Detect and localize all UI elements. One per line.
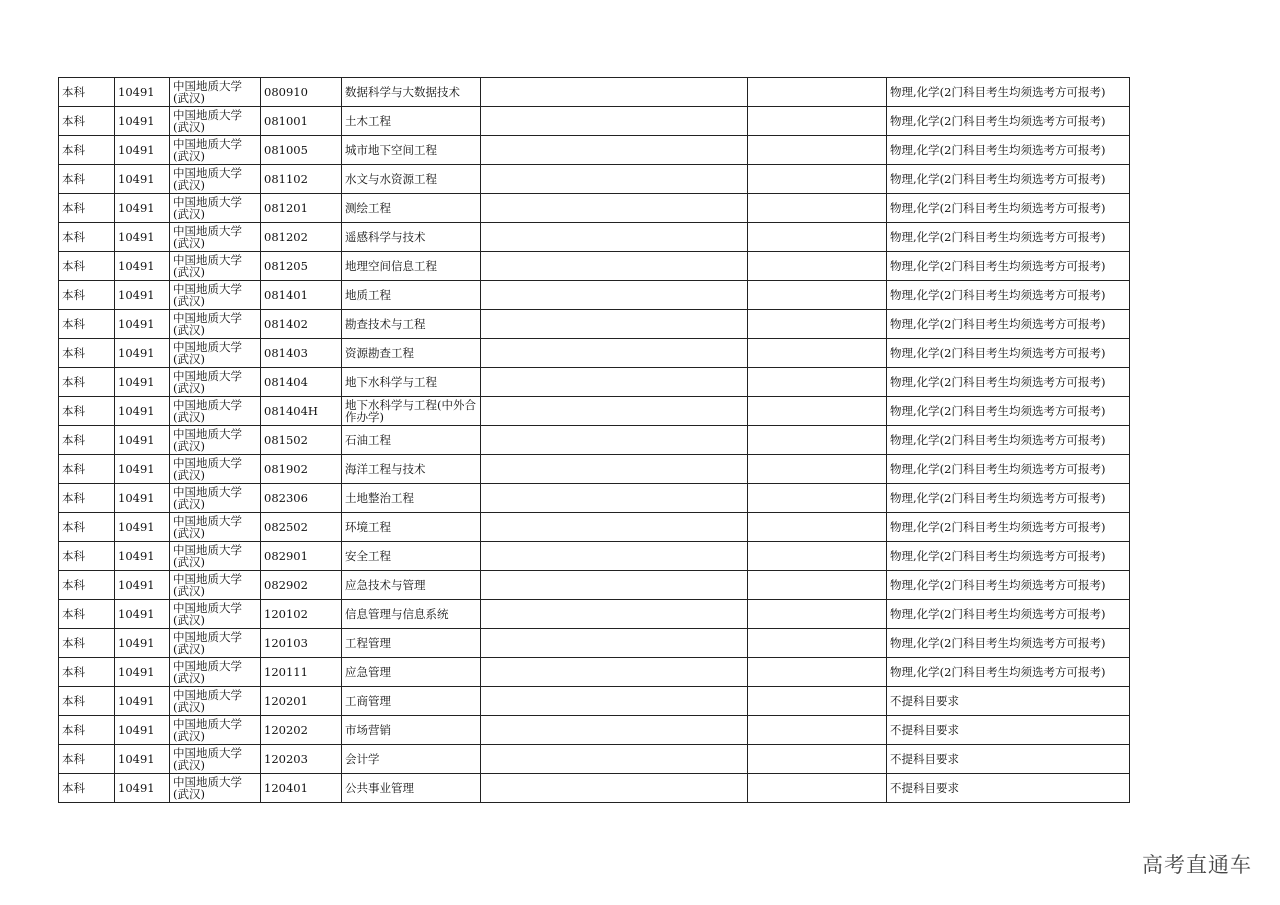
major-code-cell: 081401 [261, 281, 342, 310]
blank-cell-2 [748, 368, 887, 397]
subject-requirement-cell: 物理,化学(2门科目考生均须选考方可报考) [887, 658, 1130, 687]
subject-requirement-cell: 物理,化学(2门科目考生均须选考方可报考) [887, 339, 1130, 368]
school-name-cell: 中国地质大学(武汉) [170, 397, 261, 426]
table-row [59, 165, 1130, 194]
major-code-cell: 081403 [261, 339, 342, 368]
school-code-cell: 10491 [115, 281, 170, 310]
table-row [59, 426, 1130, 455]
blank-cell-2 [748, 484, 887, 513]
school-code-cell: 10491 [115, 397, 170, 426]
table-row [59, 107, 1130, 136]
subject-requirement-cell: 物理,化学(2门科目考生均须选考方可报考) [887, 252, 1130, 281]
school-name-cell: 中国地质大学(武汉) [170, 252, 261, 281]
school-code-cell: 10491 [115, 339, 170, 368]
major-code-cell: 082306 [261, 484, 342, 513]
major-name-cell: 数据科学与大数据技术 [342, 78, 481, 107]
level-cell: 本科 [59, 484, 115, 513]
school-name-cell: 中国地质大学(武汉) [170, 107, 261, 136]
school-name-cell: 中国地质大学(武汉) [170, 165, 261, 194]
table-row [59, 194, 1130, 223]
major-name-cell: 信息管理与信息系统 [342, 600, 481, 629]
subject-requirement-cell: 物理,化学(2门科目考生均须选考方可报考) [887, 165, 1130, 194]
table-row [59, 252, 1130, 281]
school-name-cell: 中国地质大学(武汉) [170, 484, 261, 513]
blank-cell [481, 571, 748, 600]
major-name-cell: 市场营销 [342, 716, 481, 745]
major-code-cell: 082502 [261, 513, 342, 542]
subject-requirement-cell: 不提科目要求 [887, 774, 1130, 803]
school-code-cell: 10491 [115, 716, 170, 745]
major-name-cell: 资源勘查工程 [342, 339, 481, 368]
blank-cell [481, 397, 748, 426]
table-row [59, 136, 1130, 165]
blank-cell [481, 78, 748, 107]
school-code-cell: 10491 [115, 165, 170, 194]
school-name-cell: 中国地质大学(武汉) [170, 339, 261, 368]
major-name-cell: 土地整治工程 [342, 484, 481, 513]
major-name-cell: 石油工程 [342, 426, 481, 455]
table-row [59, 223, 1130, 252]
blank-cell-2 [748, 194, 887, 223]
table-row [59, 774, 1130, 803]
school-code-cell: 10491 [115, 542, 170, 571]
school-code-cell: 10491 [115, 310, 170, 339]
level-cell: 本科 [59, 629, 115, 658]
blank-cell [481, 281, 748, 310]
major-code-cell: 082902 [261, 571, 342, 600]
major-name-cell: 城市地下空间工程 [342, 136, 481, 165]
major-code-cell: 120111 [261, 658, 342, 687]
school-code-cell: 10491 [115, 368, 170, 397]
subject-requirement-cell: 物理,化学(2门科目考生均须选考方可报考) [887, 513, 1130, 542]
school-name-cell: 中国地质大学(武汉) [170, 658, 261, 687]
major-name-cell: 应急管理 [342, 658, 481, 687]
blank-cell-2 [748, 658, 887, 687]
subject-requirement-cell: 不提科目要求 [887, 716, 1130, 745]
school-name-cell: 中国地质大学(武汉) [170, 223, 261, 252]
school-name-cell: 中国地质大学(武汉) [170, 745, 261, 774]
school-code-cell: 10491 [115, 600, 170, 629]
major-name-cell: 土木工程 [342, 107, 481, 136]
table-row [59, 78, 1130, 107]
school-name-cell: 中国地质大学(武汉) [170, 571, 261, 600]
level-cell: 本科 [59, 774, 115, 803]
blank-cell-2 [748, 252, 887, 281]
blank-cell [481, 426, 748, 455]
subject-requirement-cell: 物理,化学(2门科目考生均须选考方可报考) [887, 629, 1130, 658]
major-code-cell: 120102 [261, 600, 342, 629]
school-code-cell: 10491 [115, 252, 170, 281]
table-row [59, 455, 1130, 484]
subject-requirement-cell: 物理,化学(2门科目考生均须选考方可报考) [887, 194, 1130, 223]
level-cell: 本科 [59, 194, 115, 223]
level-cell: 本科 [59, 252, 115, 281]
school-name-cell: 中国地质大学(武汉) [170, 455, 261, 484]
major-code-cell: 081001 [261, 107, 342, 136]
major-name-cell: 勘查技术与工程 [342, 310, 481, 339]
table-row [59, 368, 1130, 397]
blank-cell [481, 310, 748, 339]
subject-requirement-cell: 物理,化学(2门科目考生均须选考方可报考) [887, 107, 1130, 136]
watermark-text: 高考直通车 [1142, 853, 1252, 877]
blank-cell-2 [748, 78, 887, 107]
major-name-cell: 水文与水资源工程 [342, 165, 481, 194]
level-cell: 本科 [59, 542, 115, 571]
major-name-cell: 地下水科学与工程(中外合作办学) [342, 397, 481, 426]
subject-requirement-cell: 物理,化学(2门科目考生均须选考方可报考) [887, 310, 1130, 339]
table-row [59, 339, 1130, 368]
major-name-cell: 地质工程 [342, 281, 481, 310]
blank-cell [481, 513, 748, 542]
school-code-cell: 10491 [115, 194, 170, 223]
blank-cell-2 [748, 542, 887, 571]
school-name-cell: 中国地质大学(武汉) [170, 513, 261, 542]
school-name-cell: 中国地质大学(武汉) [170, 542, 261, 571]
major-code-cell: 081404H [261, 397, 342, 426]
school-name-cell: 中国地质大学(武汉) [170, 716, 261, 745]
subject-requirement-cell: 物理,化学(2门科目考生均须选考方可报考) [887, 426, 1130, 455]
blank-cell [481, 542, 748, 571]
major-code-cell: 081404 [261, 368, 342, 397]
blank-cell-2 [748, 745, 887, 774]
major-code-cell: 120202 [261, 716, 342, 745]
level-cell: 本科 [59, 136, 115, 165]
school-code-cell: 10491 [115, 774, 170, 803]
level-cell: 本科 [59, 107, 115, 136]
blank-cell-2 [748, 281, 887, 310]
blank-cell [481, 223, 748, 252]
school-name-cell: 中国地质大学(武汉) [170, 78, 261, 107]
school-code-cell: 10491 [115, 687, 170, 716]
major-code-cell: 081102 [261, 165, 342, 194]
school-code-cell: 10491 [115, 455, 170, 484]
school-name-cell: 中国地质大学(武汉) [170, 687, 261, 716]
blank-cell-2 [748, 629, 887, 658]
subject-requirement-cell: 不提科目要求 [887, 745, 1130, 774]
major-code-cell: 080910 [261, 78, 342, 107]
blank-cell-2 [748, 774, 887, 803]
school-code-cell: 10491 [115, 136, 170, 165]
school-name-cell: 中国地质大学(武汉) [170, 368, 261, 397]
blank-cell-2 [748, 571, 887, 600]
table-row [59, 484, 1130, 513]
level-cell: 本科 [59, 368, 115, 397]
blank-cell [481, 484, 748, 513]
school-code-cell: 10491 [115, 223, 170, 252]
major-name-cell: 地理空间信息工程 [342, 252, 481, 281]
major-name-cell: 环境工程 [342, 513, 481, 542]
school-code-cell: 10491 [115, 78, 170, 107]
table-row [59, 629, 1130, 658]
major-code-cell: 120201 [261, 687, 342, 716]
level-cell: 本科 [59, 397, 115, 426]
major-name-cell: 应急技术与管理 [342, 571, 481, 600]
school-code-cell: 10491 [115, 571, 170, 600]
subject-requirement-cell: 物理,化学(2门科目考生均须选考方可报考) [887, 484, 1130, 513]
school-code-cell: 10491 [115, 629, 170, 658]
school-name-cell: 中国地质大学(武汉) [170, 310, 261, 339]
blank-cell-2 [748, 223, 887, 252]
table-row [59, 310, 1130, 339]
blank-cell [481, 455, 748, 484]
table-row [59, 745, 1130, 774]
subject-requirement-cell: 物理,化学(2门科目考生均须选考方可报考) [887, 78, 1130, 107]
blank-cell [481, 107, 748, 136]
level-cell: 本科 [59, 223, 115, 252]
subject-requirement-cell: 物理,化学(2门科目考生均须选考方可报考) [887, 600, 1130, 629]
school-code-cell: 10491 [115, 484, 170, 513]
major-name-cell: 工商管理 [342, 687, 481, 716]
level-cell: 本科 [59, 426, 115, 455]
subject-requirement-cell: 物理,化学(2门科目考生均须选考方可报考) [887, 542, 1130, 571]
table-row [59, 716, 1130, 745]
blank-cell-2 [748, 165, 887, 194]
blank-cell [481, 600, 748, 629]
table-row [59, 687, 1130, 716]
school-code-cell: 10491 [115, 513, 170, 542]
level-cell: 本科 [59, 165, 115, 194]
school-name-cell: 中国地质大学(武汉) [170, 281, 261, 310]
blank-cell [481, 658, 748, 687]
table-row [59, 658, 1130, 687]
blank-cell [481, 629, 748, 658]
major-code-cell: 120203 [261, 745, 342, 774]
blank-cell [481, 252, 748, 281]
major-name-cell: 安全工程 [342, 542, 481, 571]
blank-cell [481, 339, 748, 368]
major-name-cell: 测绘工程 [342, 194, 481, 223]
school-code-cell: 10491 [115, 426, 170, 455]
subject-requirement-cell: 物理,化学(2门科目考生均须选考方可报考) [887, 455, 1130, 484]
blank-cell-2 [748, 107, 887, 136]
blank-cell-2 [748, 687, 887, 716]
blank-cell-2 [748, 397, 887, 426]
level-cell: 本科 [59, 339, 115, 368]
major-code-cell: 081205 [261, 252, 342, 281]
blank-cell-2 [748, 455, 887, 484]
subject-requirement-cell: 物理,化学(2门科目考生均须选考方可报考) [887, 571, 1130, 600]
level-cell: 本科 [59, 78, 115, 107]
school-code-cell: 10491 [115, 658, 170, 687]
level-cell: 本科 [59, 687, 115, 716]
blank-cell [481, 194, 748, 223]
major-code-cell: 081902 [261, 455, 342, 484]
table-body [59, 78, 1130, 803]
subject-requirement-cell: 物理,化学(2门科目考生均须选考方可报考) [887, 223, 1130, 252]
school-name-cell: 中国地质大学(武汉) [170, 194, 261, 223]
level-cell: 本科 [59, 281, 115, 310]
school-name-cell: 中国地质大学(武汉) [170, 774, 261, 803]
blank-cell [481, 716, 748, 745]
blank-cell-2 [748, 310, 887, 339]
major-code-cell: 081502 [261, 426, 342, 455]
subject-requirement-cell: 物理,化学(2门科目考生均须选考方可报考) [887, 136, 1130, 165]
level-cell: 本科 [59, 455, 115, 484]
subject-requirement-cell: 物理,化学(2门科目考生均须选考方可报考) [887, 368, 1130, 397]
table-row [59, 513, 1130, 542]
major-name-cell: 遥感科学与技术 [342, 223, 481, 252]
blank-cell-2 [748, 339, 887, 368]
major-name-cell: 公共事业管理 [342, 774, 481, 803]
major-code-cell: 081202 [261, 223, 342, 252]
table-row [59, 542, 1130, 571]
major-code-cell: 081402 [261, 310, 342, 339]
blank-cell-2 [748, 136, 887, 165]
subject-requirement-cell: 物理,化学(2门科目考生均须选考方可报考) [887, 397, 1130, 426]
blank-cell-2 [748, 426, 887, 455]
level-cell: 本科 [59, 745, 115, 774]
level-cell: 本科 [59, 658, 115, 687]
school-name-cell: 中国地质大学(武汉) [170, 426, 261, 455]
subject-requirement-cell: 不提科目要求 [887, 687, 1130, 716]
blank-cell [481, 165, 748, 194]
major-code-cell: 120401 [261, 774, 342, 803]
blank-cell [481, 774, 748, 803]
school-name-cell: 中国地质大学(武汉) [170, 629, 261, 658]
school-name-cell: 中国地质大学(武汉) [170, 600, 261, 629]
school-code-cell: 10491 [115, 107, 170, 136]
level-cell: 本科 [59, 571, 115, 600]
major-code-cell: 082901 [261, 542, 342, 571]
blank-cell [481, 687, 748, 716]
level-cell: 本科 [59, 310, 115, 339]
table-row [59, 571, 1130, 600]
major-code-cell: 120103 [261, 629, 342, 658]
blank-cell [481, 745, 748, 774]
majors-table [58, 77, 1130, 803]
level-cell: 本科 [59, 600, 115, 629]
blank-cell [481, 368, 748, 397]
major-code-cell: 081005 [261, 136, 342, 165]
table-row [59, 281, 1130, 310]
level-cell: 本科 [59, 716, 115, 745]
blank-cell-2 [748, 600, 887, 629]
subject-requirement-cell: 物理,化学(2门科目考生均须选考方可报考) [887, 281, 1130, 310]
blank-cell-2 [748, 716, 887, 745]
major-code-cell: 081201 [261, 194, 342, 223]
blank-cell [481, 136, 748, 165]
table-row [59, 600, 1130, 629]
level-cell: 本科 [59, 513, 115, 542]
major-name-cell: 工程管理 [342, 629, 481, 658]
blank-cell-2 [748, 513, 887, 542]
school-name-cell: 中国地质大学(武汉) [170, 136, 261, 165]
major-name-cell: 地下水科学与工程 [342, 368, 481, 397]
major-name-cell: 海洋工程与技术 [342, 455, 481, 484]
school-code-cell: 10491 [115, 745, 170, 774]
table-row [59, 397, 1130, 426]
major-name-cell: 会计学 [342, 745, 481, 774]
